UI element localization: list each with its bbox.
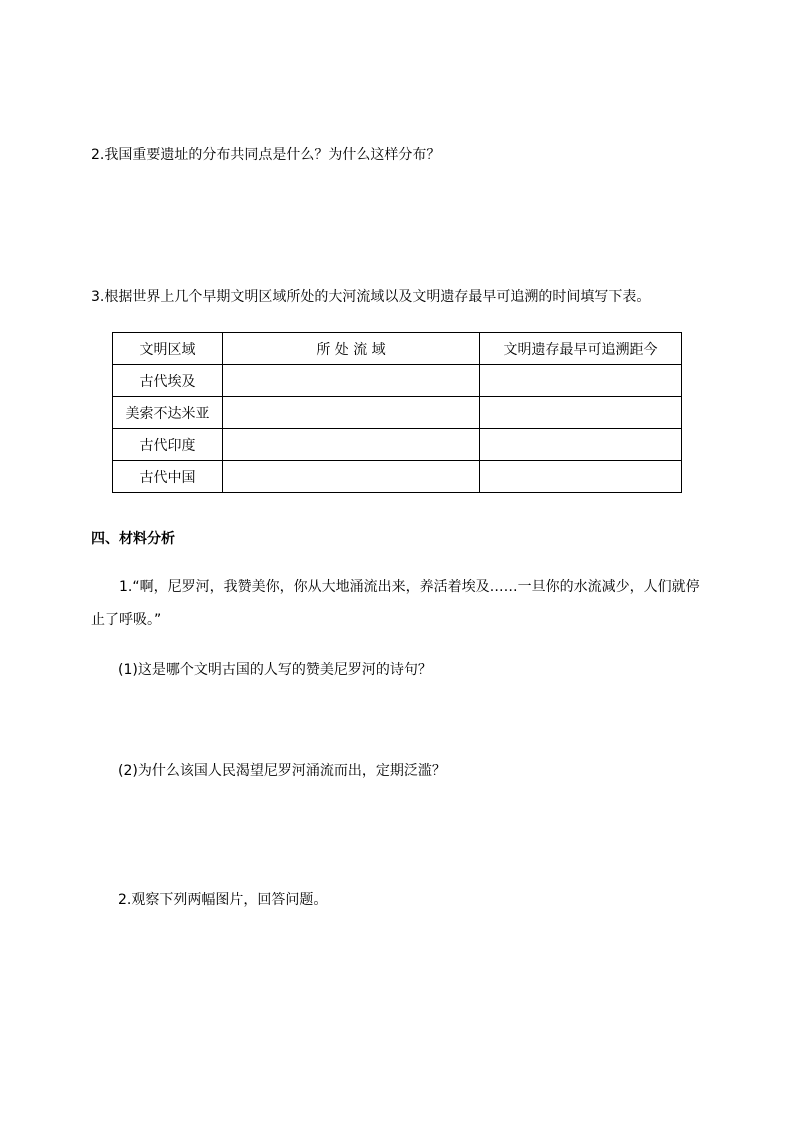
table-cell-river-basin[interactable] xyxy=(223,365,480,397)
table-cell-region: 古代埃及 xyxy=(113,365,223,397)
table-cell-river-basin[interactable] xyxy=(223,461,480,493)
table-row xyxy=(113,429,682,461)
material-1-text: 1.“啊，尼罗河，我赞美你，你从大地涌流出来，养活着埃及……一旦你的水流减少，人们就停止了呼吸。” xyxy=(91,579,700,628)
table-header-river-basin: 所 处 流 域 xyxy=(223,333,480,365)
table-cell-region: 古代中国 xyxy=(113,461,223,493)
material-2-text: 2.观察下列两幅图片，回答问题。 xyxy=(118,892,328,908)
table-row xyxy=(113,397,682,429)
material-1-subquestion-1: (1)这是哪个文明古国的人写的赞美尼罗河的诗句？ xyxy=(118,662,432,678)
table-cell-region: 美索不达米亚 xyxy=(113,397,223,429)
table-cell-river-basin[interactable] xyxy=(223,397,480,429)
table-cell-river-basin[interactable] xyxy=(223,429,480,461)
table-cell-earliest-date[interactable] xyxy=(480,397,682,429)
table-header-earliest-date: 文明遗存最早可追溯距今 xyxy=(480,333,682,365)
table-header-region: 文明区域 xyxy=(113,333,223,365)
table-row xyxy=(113,461,682,493)
material-1-subquestion-2: (2)为什么该国人民渴望尼罗河涌流而出，定期泛滥？ xyxy=(118,763,446,779)
table-cell-region: 古代印度 xyxy=(113,429,223,461)
question-2: 2.我国重要遗址的分布共同点是什么？为什么这样分布？ xyxy=(91,147,441,163)
civilization-table xyxy=(112,332,682,493)
table-cell-earliest-date[interactable] xyxy=(480,461,682,493)
table-cell-earliest-date[interactable] xyxy=(480,429,682,461)
table-header-row xyxy=(113,333,682,365)
section-4-title: 四、材料分析 xyxy=(91,531,175,547)
question-3: 3.根据世界上几个早期文明区域所处的大河流域以及文明遗存最早可追溯的时间填写下表。 xyxy=(91,289,651,305)
table-row xyxy=(113,365,682,397)
table-cell-earliest-date[interactable] xyxy=(480,365,682,397)
